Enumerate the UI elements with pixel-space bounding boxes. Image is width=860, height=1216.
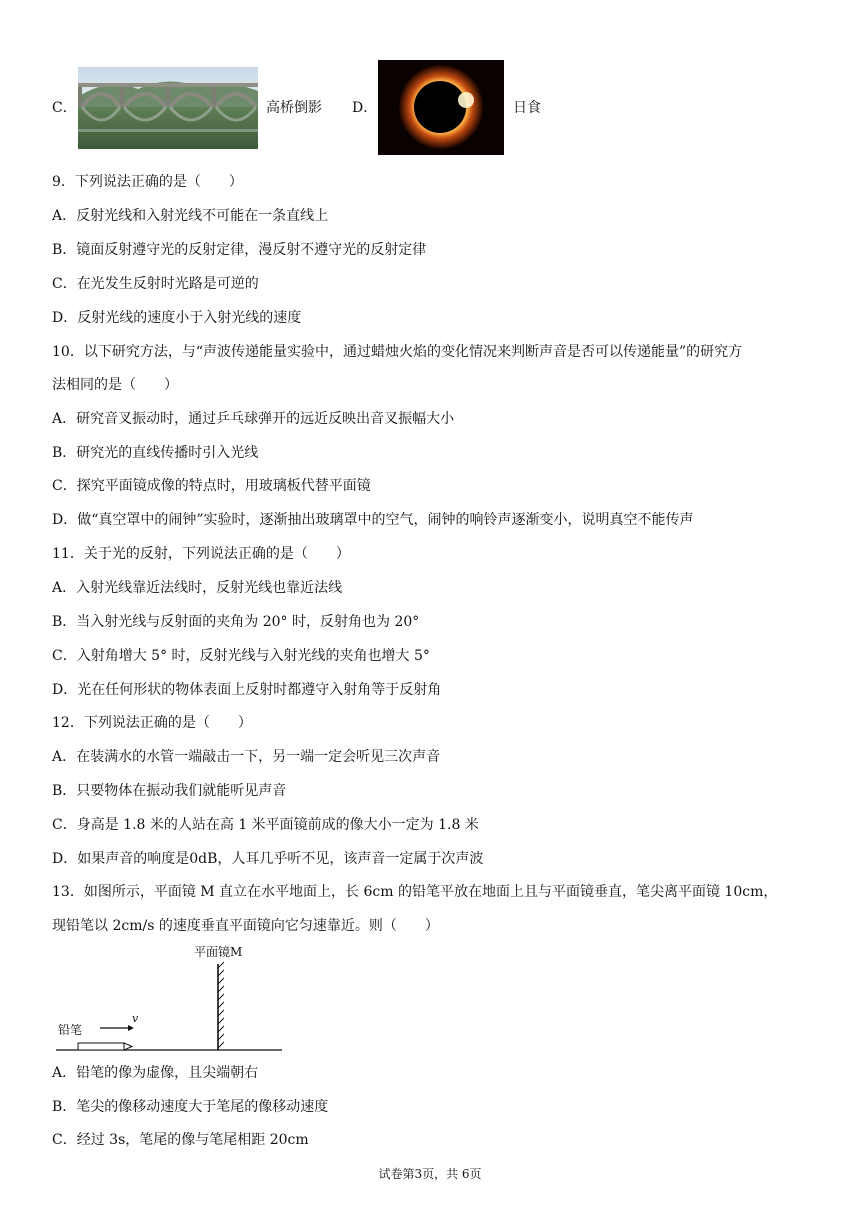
q10-option-a: A．研究音叉振动时，通过乒乓球弹开的远近反映出音叉振幅大小 [52,411,455,427]
q9-option-c: C．在光发生反射时光路是可逆的 [52,276,259,292]
q13-option-b: B．笔尖的像移动速度大于笔尾的像移动速度 [52,1099,329,1115]
q9-option-b: B．镜面反射遵守光的反射定律，漫反射不遵守光的反射定律 [52,242,427,258]
option-c-label: C． [52,100,77,116]
bridge-reflection-image [78,67,258,149]
pencil-shape [78,1043,132,1050]
q12-option-d: D．如果声音的响度是0dB，人耳几乎听不见，该声音一定属于次声波 [52,851,484,867]
page-footer: 试卷第3页，共 6页 [378,1167,482,1181]
velocity-label: v [132,1012,139,1025]
q11-stem: 11．关于光的反射，下列说法正确的是（ ） [52,546,350,562]
q12-option-c: C．身高是 1.8 米的人站在高 1 米平面镜前成的像大小一定为 1.8 米 [52,817,479,833]
q10-option-d: D．做“真空罩中的闹钟”实验时，逐渐抽出玻璃罩中的空气，闹钟的响铃声逐渐变小，说明真空不能传声 [52,512,694,528]
q11-option-a: A．入射光线靠近法线时，反射光线也靠近法线 [52,580,343,596]
option-d-label: D． [352,100,378,116]
q13-option-c: C．经过 3s，笔尾的像与笔尾相距 20cm [52,1132,309,1148]
option-d-caption: 日食 [513,100,541,116]
q10-option-c: C．探究平面镜成像的特点时，用玻璃板代替平面镜 [52,478,371,494]
q12-option-b: B．只要物体在振动我们就能听见声音 [52,783,287,799]
mirror-pencil-figure [52,942,292,1060]
q13-option-a: A．铅笔的像为虚像，且尖端朝右 [52,1065,259,1081]
q9-option-d: D．反射光线的速度小于入射光线的速度 [52,310,302,326]
q13-stem-line1: 13．如图所示，平面镜 M 直立在水平地面上，长 6cm 的铅笔平放在地面上且与平面镜垂直，笔尖离平面镜 10cm， [52,884,778,900]
q12-stem: 12．下列说法正确的是（ ） [52,715,252,731]
q10-stem-line1: 10．以下研究方法，与“声波传递能量实验中，通过蜡烛火焰的变化情况来判断声音是否可以传递能量”的研究方 [52,344,743,360]
q10-stem-line2: 法相同的是（ ） [52,377,178,393]
solar-eclipse-image [378,60,504,155]
q9-stem: 9．下列说法正确的是（ ） [52,174,243,190]
q12-option-a: A．在装满水的水管一端敲击一下，另一端一定会听见三次声音 [52,749,441,765]
q11-option-c: C．入射角增大 5° 时，反射光线与入射光线的夹角也增大 5° [52,648,430,664]
q9-option-a: A．反射光线和入射光线不可能在一条直线上 [52,208,329,224]
option-c-caption: 高桥倒影 [266,100,322,116]
q11-option-b: B．当入射光线与反射面的夹角为 20° 时，反射角也为 20° [52,614,420,630]
q10-option-b: B．研究光的直线传播时引入光线 [52,445,259,461]
q11-option-d: D．光在任何形状的物体表面上反射时都遵守入射角等于反射角 [52,682,442,698]
pencil-label: 铅笔 [58,1023,83,1037]
q13-stem-line2: 现铅笔以 2cm/s 的速度垂直平面镜向它匀速靠近。则（ ） [52,918,439,934]
mirror-label: 平面镜M [194,945,243,959]
